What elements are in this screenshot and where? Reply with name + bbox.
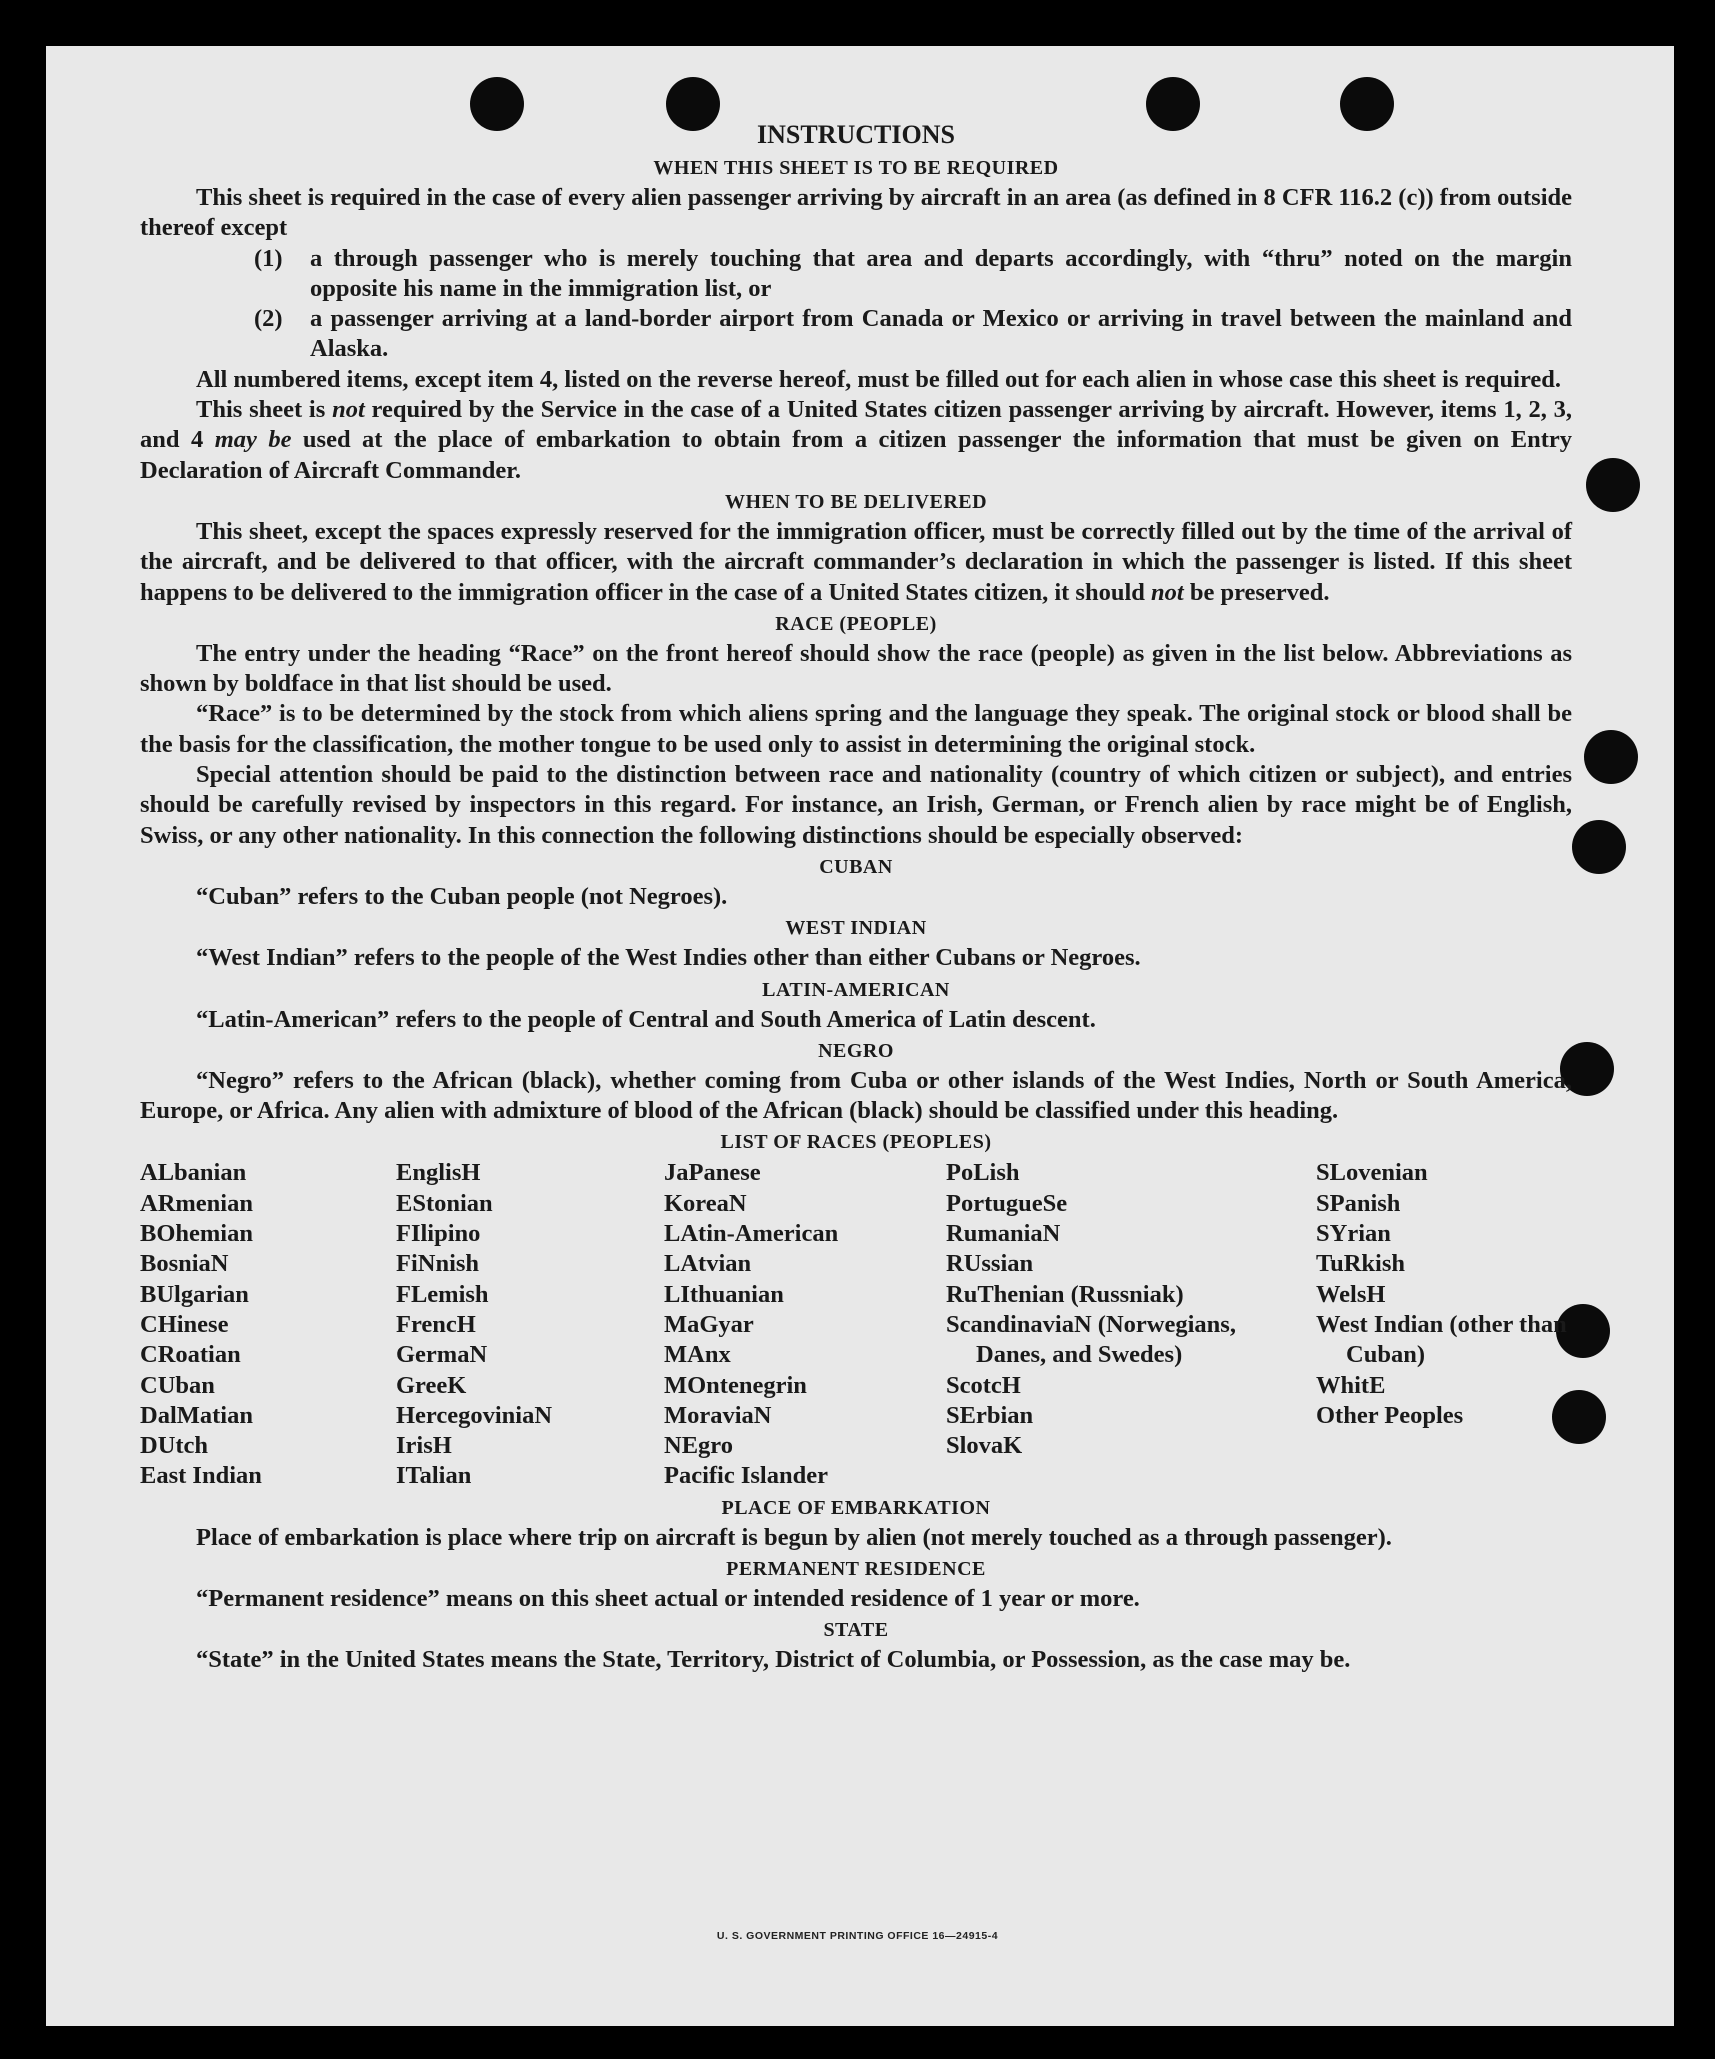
paragraph: “Latin-American” refers to the people of Central and South America of Latin descent.	[196, 1005, 1096, 1033]
paragraph: “Cuban” refers to the Cuban people (not Negroes).	[196, 882, 728, 910]
race-item: GreeK	[396, 1371, 467, 1399]
paragraph: This sheet is required in the case of every alien passenger arriving by aircraft in an area (as defined in 8 CFR 116.2 (c)) from outside thereof except	[140, 184, 1573, 242]
section-heading: WEST INDIAN	[785, 917, 927, 940]
race-item: RuThenian (Russniak)	[946, 1280, 1184, 1308]
text-run: be preserved.	[1183, 578, 1330, 606]
section-heading: PLACE OF EMBARKATION	[721, 1496, 991, 1519]
race-column	[140, 1158, 396, 1491]
paragraph	[140, 395, 1572, 486]
race-column	[664, 1158, 946, 1491]
race-item: MOntenegrin	[664, 1371, 807, 1399]
race-item: ScotcH	[946, 1371, 1021, 1399]
race-item: FrencH	[396, 1310, 476, 1338]
section-heading: STATE	[823, 1619, 889, 1642]
race-item: WelsH	[1316, 1280, 1386, 1308]
race-item: LAtvian	[664, 1250, 752, 1278]
race-item: HercegoviniaN	[396, 1401, 553, 1429]
race-item: ARmenian	[140, 1189, 253, 1217]
race-item: FLemish	[396, 1280, 489, 1308]
race-item: WhitE	[1316, 1371, 1386, 1399]
race-column	[946, 1158, 1316, 1491]
paragraph: Special attention should be paid to the distinction between race and nationality (country of which citizen or subject), and entries should be carefully revised by inspectors in this regard. For instance, an Irish, German, or French alien by race might be of English, Swiss, or any other nationality. In this connection the following distinctions should be especially observed:	[140, 761, 1572, 849]
punch-hole	[1584, 730, 1638, 784]
race-item: IrisH	[396, 1432, 452, 1460]
list-item	[254, 304, 1572, 365]
race-item: CHinese	[140, 1310, 229, 1338]
race-item: LAtin-American	[664, 1220, 839, 1248]
paragraph: “Negro” refers to the African (black), whether coming from Cuba or other islands of the West Indies, North or South America, Europe, or Africa. Any alien with admixture of blood of the African (black) should be classified under this heading.	[140, 1066, 1572, 1125]
section-heading: WHEN THIS SHEET IS TO BE REQUIRED	[653, 157, 1059, 179]
list-item	[254, 244, 1572, 305]
paragraph: “Race” is to be determined by the stock from which aliens spring and the language they speak. The original stock or blood shall be the basis for the classification, the mother tongue to be used only to assist in determining the original stock.	[140, 700, 1572, 758]
race-item: FiNnish	[396, 1250, 480, 1278]
race-item: EStonian	[396, 1189, 493, 1217]
race-item: SlovaK	[946, 1432, 1023, 1460]
section-heading: LATIN-AMERICAN	[762, 978, 950, 1001]
race-item: Other Peoples	[1316, 1401, 1464, 1429]
paragraph: “State” in the United States means the State, Territory, District of Columbia, or Possession, as the case may be.	[196, 1646, 1351, 1674]
text-run: required by the Service in the case of a United States citizen passenger arriving by aircraft. However, items 1, 2, 3, and 4	[140, 396, 1573, 454]
paragraph: “Permanent residence” means on this sheet actual or intended residence of 1 year or more.	[196, 1584, 1140, 1612]
race-item: SErbian	[946, 1401, 1034, 1429]
race-item: GermaN	[396, 1341, 488, 1369]
emphasis: not	[1151, 578, 1184, 606]
race-column	[1316, 1158, 1572, 1491]
race-item: SPanish	[1316, 1189, 1401, 1217]
race-item: DUtch	[140, 1432, 209, 1460]
race-list	[140, 1158, 1572, 1491]
paragraph: The entry under the heading “Race” on the front hereof should show the race (people) as given in the list below. Abbreviations as shown by boldface in that list should be used.	[140, 639, 1572, 698]
race-item: JaPanese	[664, 1159, 761, 1187]
section-heading: RACE (PEOPLE)	[775, 612, 937, 635]
race-item: MaGyar	[664, 1310, 754, 1338]
race-item: MoraviaN	[664, 1401, 772, 1429]
race-item: TuRkish	[1316, 1250, 1406, 1278]
item-number: (2)	[254, 305, 283, 333]
race-item: BOhemian	[140, 1220, 253, 1248]
race-item: DalMatian	[140, 1401, 253, 1429]
race-item: NEgro	[664, 1432, 733, 1460]
section-heading: PERMANENT RESIDENCE	[726, 1557, 986, 1580]
race-item: FIlipino	[396, 1220, 481, 1248]
page-title: INSTRUCTIONS	[757, 120, 955, 149]
emphasis: may be	[214, 426, 292, 454]
section-heading: WHEN TO BE DELIVERED	[724, 490, 988, 513]
paragraph: “West Indian” refers to the people of the West Indies other than either Cubans or Negroes.	[196, 944, 1141, 972]
race-item: CUban	[140, 1371, 215, 1399]
instructions-body	[140, 118, 1572, 1676]
race-item: SLovenian	[1316, 1159, 1428, 1187]
item-text: a passenger arriving at a land-border airport from Canada or Mexico or arriving in travel between the mainland and Alaska.	[310, 305, 1572, 363]
race-item: East Indian	[140, 1462, 262, 1490]
text-run: This sheet, except the spaces expressly reserved for the immigration officer, must be correctly filled out by the time of the arrival of the aircraft, and be delivered to that officer, with the aircraft commander’s declaration in which the passenger is listed. If this sheet happens to be delivered to the immigration officer in the case of a United States citizen, it should	[140, 517, 1572, 606]
section-heading: NEGRO	[818, 1039, 894, 1062]
race-item: RumaniaN	[946, 1220, 1061, 1248]
race-item: PoLish	[946, 1159, 1020, 1187]
paragraph: All numbered items, except item 4, listed on the reverse hereof, must be filled out for each alien in whose case this sheet is required.	[196, 365, 1562, 393]
printer-imprint: U. S. GOVERNMENT PRINTING OFFICE 16—24915-4	[716, 1930, 999, 1942]
race-item: ALbanian	[140, 1159, 247, 1187]
section-heading: CUBAN	[819, 855, 893, 878]
text-run: This sheet is	[196, 396, 333, 424]
race-item: KoreaN	[664, 1189, 747, 1217]
race-item: EnglisH	[396, 1159, 481, 1187]
item-text: a through passenger who is merely touching that area and departs accordingly, with “thru” noted on the margin opposite his name in the immigration list, or	[310, 244, 1572, 302]
paragraph: Place of embarkation is place where trip on aircraft is begun by alien (not merely touched as a through passenger).	[196, 1523, 1392, 1551]
race-item: RUssian	[946, 1250, 1034, 1278]
race-item: West Indian (other than Cuban)	[1316, 1310, 1567, 1369]
text-run: used at the place of embarkation to obtain from a citizen passenger the information that must be given on Entry Declaration of Aircraft Commander.	[140, 426, 1572, 484]
emphasis: not	[332, 396, 365, 424]
punch-hole	[1572, 820, 1626, 874]
section-heading: LIST OF RACES (PEOPLES)	[720, 1131, 992, 1154]
paragraph	[140, 517, 1572, 608]
race-item: LIthuanian	[664, 1280, 784, 1308]
race-item: BUlgarian	[140, 1280, 249, 1308]
race-item: Pacific Islander	[664, 1462, 828, 1490]
race-column	[396, 1158, 664, 1491]
punch-hole	[1586, 458, 1640, 512]
race-item: ScandinaviaN (Norwegians, Danes, and Swedes)	[946, 1310, 1236, 1369]
race-item: CRoatian	[140, 1341, 241, 1369]
item-number: (1)	[254, 244, 283, 272]
race-item: MAnx	[664, 1341, 731, 1369]
race-item: PortugueSe	[946, 1189, 1068, 1217]
race-item: BosniaN	[140, 1250, 229, 1278]
race-item: ITalian	[396, 1462, 472, 1490]
race-item: SYrian	[1316, 1220, 1391, 1248]
